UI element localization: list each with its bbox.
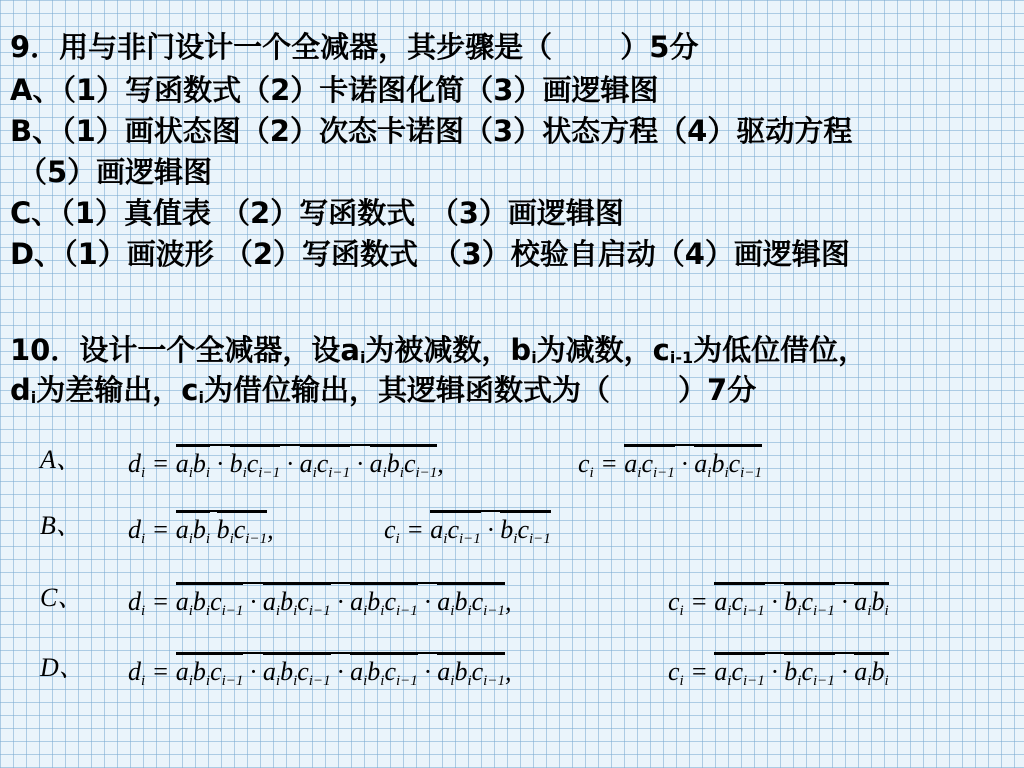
formula-a-d: $d_i = a_ib_i \cdot b_ic_{i-1} \cdot a_ic_{i-1} \cdot a_ib_ic_{i-1}$, — [128, 444, 444, 489]
formula-a-c: $c_i = a_ic_{i-1} \cdot a_ib_ic_{i-1}$ — [578, 444, 762, 489]
formula-d-d: $d_i = a_ib_ic_{i-1} \cdot a_ib_ic_{i-1} \cdot a_ib_ic_{i-1} \cdot a_ib_ic_{i-1}$, — [128, 652, 511, 697]
q10-option-c-label: C、 — [40, 583, 84, 612]
q9-option-d: D、（1）画波形 （2）写函数式 （3）校验自启动（4）画逻辑图 — [10, 237, 850, 271]
q9-option-a: A、（1）写函数式（2）卡诺图化简（3）画逻辑图 — [10, 73, 659, 107]
q9-option-b-line1: B、（1）画状态图（2）次态卡诺图（3）状态方程（4）驱动方程 — [10, 114, 853, 148]
q10-option-d-label: D、 — [40, 653, 85, 682]
formula-c-d: $d_i = a_ib_ic_{i-1} \cdot a_ib_ic_{i-1} \cdot a_ib_ic_{i-1} \cdot a_ib_ic_{i-1}$, — [128, 582, 511, 627]
q9-option-c: C、（1）真值表 （2）写函数式 （3）画逻辑图 — [10, 196, 624, 230]
formula-b-d: $d_i = a_ib_i$ $b_ic_{i-1}$, — [128, 510, 274, 555]
q10-option-a-label: A、 — [40, 445, 82, 474]
formula-d-c: $c_i = a_ic_{i-1} \cdot b_ic_{i-1} \cdot a_ib_i$ — [668, 652, 889, 697]
formula-b-c: $c_i = a_ic_{i-1} \cdot b_ic_{i-1}$ — [384, 510, 551, 555]
q9-title: 9．用与非门设计一个全减器，其步骤是（ ）5分 — [10, 30, 699, 64]
q9-option-b-line2: （5）画逻辑图 — [18, 155, 213, 189]
q10-option-b-label: B、 — [40, 511, 82, 540]
q10-title-line1: 10．设计一个全减器，设ai为被减数，bi为减数，ci-1为低位借位， — [10, 333, 868, 367]
q10-title-line2: di为差输出，ci为借位输出，其逻辑函数式为（ ）7分 — [10, 373, 757, 407]
formula-c-c: $c_i = a_ic_{i-1} \cdot b_ic_{i-1} \cdot a_ib_i$ — [668, 582, 889, 627]
